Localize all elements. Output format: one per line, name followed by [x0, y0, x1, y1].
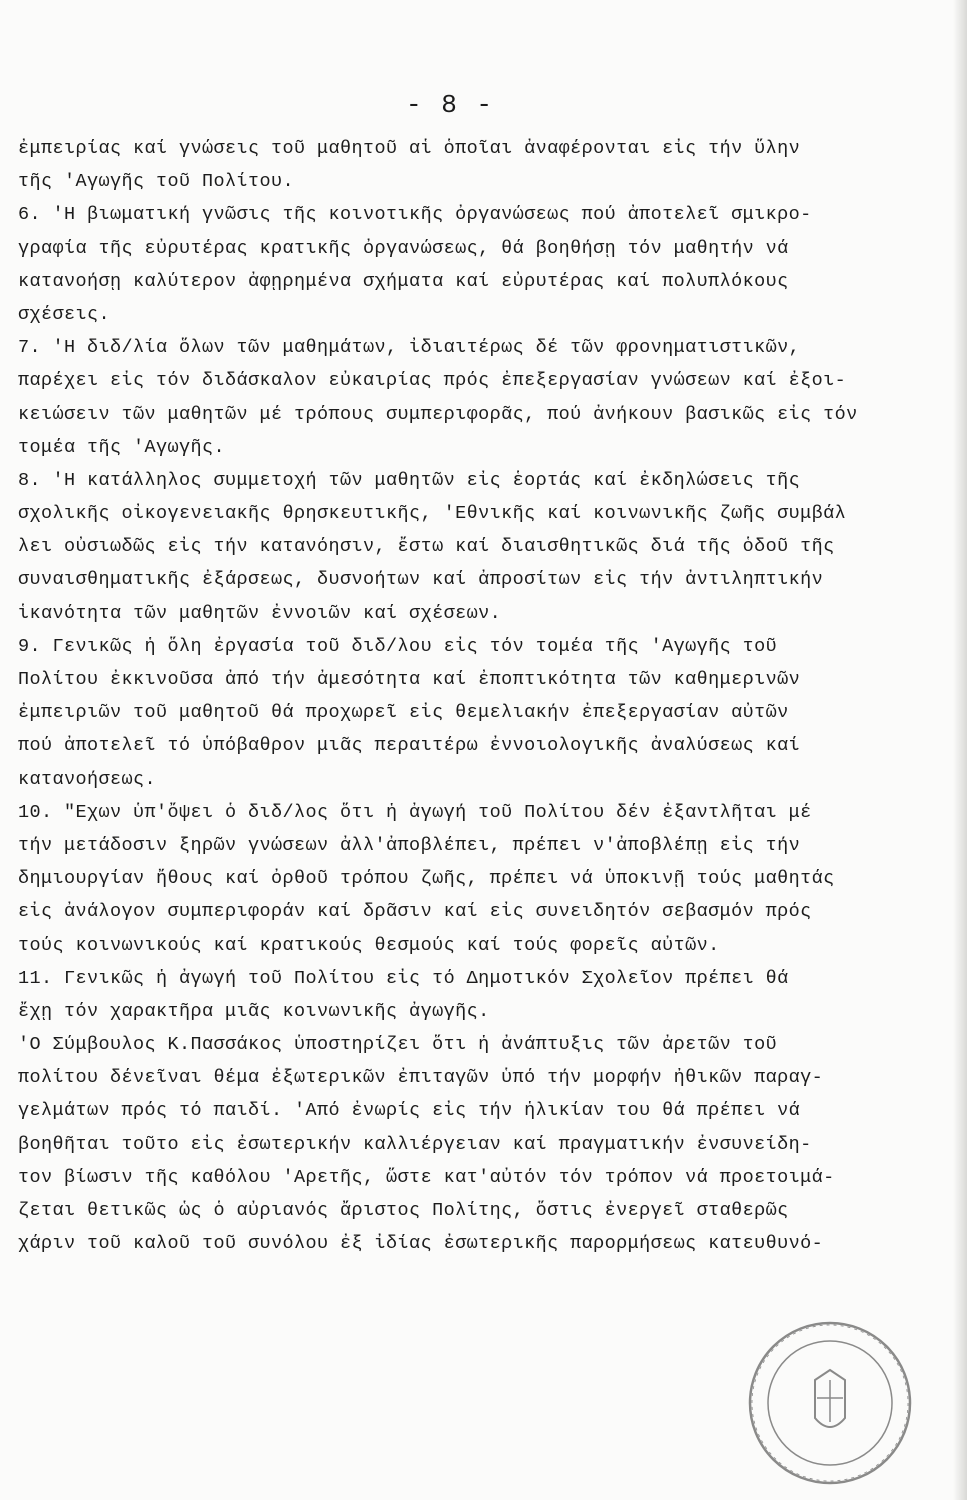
text-line: χάριν τοῦ καλοῦ τοῦ συνόλου ἐξ ἰδίας ἐσωτερικῆς παρορμήσεως κατευθυνό- — [18, 1233, 824, 1255]
text-line: κειώσειν τῶν μαθητῶν μέ τρόπους συμπεριφορᾶς, πού ἀνήκουν βασικῶς εἰς τόν — [18, 403, 858, 425]
text-line: λει οὐσιωδῶς εἰς τήν κατανόησιν, ἔστω καί διαισθητικῶς διά τῆς ὁδοῦ τῆς — [18, 536, 835, 558]
text-line: παρέχει εἰς τόν διδάσκαλον εὐκαιρίας πρός ἐπεξεργασίαν γνώσεων καί ἐξοι- — [18, 370, 847, 392]
text-line: 10. "Εχων ὑπ'ὄψει ὁ διδ/λος ὅτι ἡ ἀγωγή τοῦ Πολίτου δέν ἐξαντλῆται μέ — [18, 801, 812, 823]
text-line: τούς κοινωνικούς καί κρατικούς θεσμούς καί τούς φορεῖς αὐτῶν. — [18, 934, 720, 956]
text-line: συναισθηματικῆς ἐξάρσεως, δυσνοήτων καί ἀπροσίτων εἰς τήν ἀντιληπτικήν — [18, 569, 824, 591]
text-line: Πολίτου ἐκκινοῦσα ἀπό τήν ἀμεσότητα καί ἐποπτικότητα τῶν καθημερινῶν — [18, 669, 801, 690]
text-line: τήν μετάδοσιν ξηρῶν γνώσεων ἀλλ'ἀποβλέπει, πρέπει ν'ἀποβλέπῃ εἰς τήν — [18, 834, 801, 856]
text-line: δημιουργίαν ἤθους καί ὀρθοῦ τρόπου ζωῆς, πρέπει νά ὑποκινῇ τούς μαθητάς — [18, 868, 835, 890]
typewritten-body — [18, 132, 938, 1260]
circular-seal-stamp-icon — [745, 1318, 915, 1488]
text-line: τομέα τῆς 'Αγωγῆς. — [18, 436, 226, 458]
text-line: πολίτου δένεῖναι θέμα ἐξωτερικῶν ἐπιταγῶν ὑπό τήν μορφήν ἠθικῶν παραγ- — [18, 1067, 824, 1089]
text-line: τον βίωσιν τῆς καθόλου 'Αρετῆς, ὥστε κατ'αὐτόν τόν τρόπον νά προετοιμά- — [18, 1166, 835, 1188]
text-line: 11. Γενικῶς ἡ ἀγωγή τοῦ Πολίτου εἰς τό Δημοτικόν Σχολεῖον πρέπει θά — [18, 967, 789, 989]
text-line: γελμάτων πρός τό παιδί. 'Από ἐνωρίς εἰς τήν ἡλικίαν του θά πρέπει νά — [18, 1100, 801, 1122]
page-number: - 8 - — [405, 90, 494, 120]
text-line: εἰς ἀνάλογον συμπεριφοράν καί δρᾶσιν καί εἰς συνειδητόν σεβασμόν πρός — [18, 901, 812, 923]
text-line: 'Ο Σύμβουλος Κ.Πασσάκος ὑποστηρίζει ὅτι ἡ ἀνάπτυξις τῶν ἀρετῶν τοῦ — [18, 1034, 778, 1056]
text-line: ἐμπειριῶν τοῦ μαθητοῦ θά προχωρεῖ εἰς θεμελιακήν ἐπεξεργασίαν αὐτῶν — [18, 702, 789, 724]
text-line: ζεται θετικῶς ὡς ὁ αὐριανός ἄριστος Πολίτης, ὅστις ἐνεργεῖ σταθερῶς — [18, 1200, 789, 1221]
text-line: ἐμπειρίας καί γνώσεις τοῦ μαθητοῦ αἱ ὁποῖαι ἀναφέρονται εἰς τήν ὕλην — [18, 138, 801, 159]
text-line: ἔχῃ τόν χαρακτῆρα μιᾶς κοινωνικῆς ἀγωγῆς. — [18, 1000, 490, 1022]
text-line: γραφία τῆς εὐρυτέρας κρατικῆς ὀργανώσεως, θά βοηθήσῃ τόν μαθητήν νά — [18, 237, 789, 259]
text-line: κατανοήσῃ καλύτερον ἀφῃρημένα σχήματα καί εὐρυτέρας καί πολυπλόκους — [18, 270, 789, 292]
text-line: πού ἀποτελεῖ τό ὑπόβαθρον μιᾶς περαιτέρω ἐννοιολογικῆς ἀναλύσεως καί — [18, 735, 801, 757]
text-line: 7. 'Η διδ/λία ὅλων τῶν μαθημάτων, ἰδιαιτέρως δέ τῶν φρονηματιστικῶν, — [18, 337, 801, 359]
text-line: ἱκανότητα τῶν μαθητῶν ἐννοιῶν καί σχέσεων. — [18, 602, 502, 624]
text-line: κατανοήσεως. — [18, 768, 157, 790]
text-line: σχολικῆς οἰκογενειακῆς θρησκευτικῆς, 'Εθνικῆς καί κοινωνικῆς ζωῆς συμβάλ — [18, 503, 847, 525]
text-line: σχέσεις. — [18, 303, 111, 325]
text-line: 8. 'Η κατάλληλος συμμετοχή τῶν μαθητῶν εἰς ἑορτάς καί ἐκδηλώσεις τῆς — [18, 469, 801, 491]
text-line: τῆς 'Αγωγῆς τοῦ Πολίτου. — [18, 171, 295, 193]
page-edge-shadow — [953, 0, 967, 1500]
text-line: βοηθῆται τοῦτο εἰς ἐσωτερικήν καλλιέργειαν καί πραγματικήν ἐνσυνείδη- — [18, 1133, 812, 1155]
text-line: 9. Γενικῶς ἡ ὅλη ἐργασία τοῦ διδ/λου εἰς τόν τομέα τῆς 'Αγωγῆς τοῦ — [18, 635, 778, 657]
text-line: 6. 'Η βιωματική γνῶσις τῆς κοινοτικῆς ὀργανώσεως πού ἀποτελεῖ σμικρο- — [18, 204, 812, 226]
